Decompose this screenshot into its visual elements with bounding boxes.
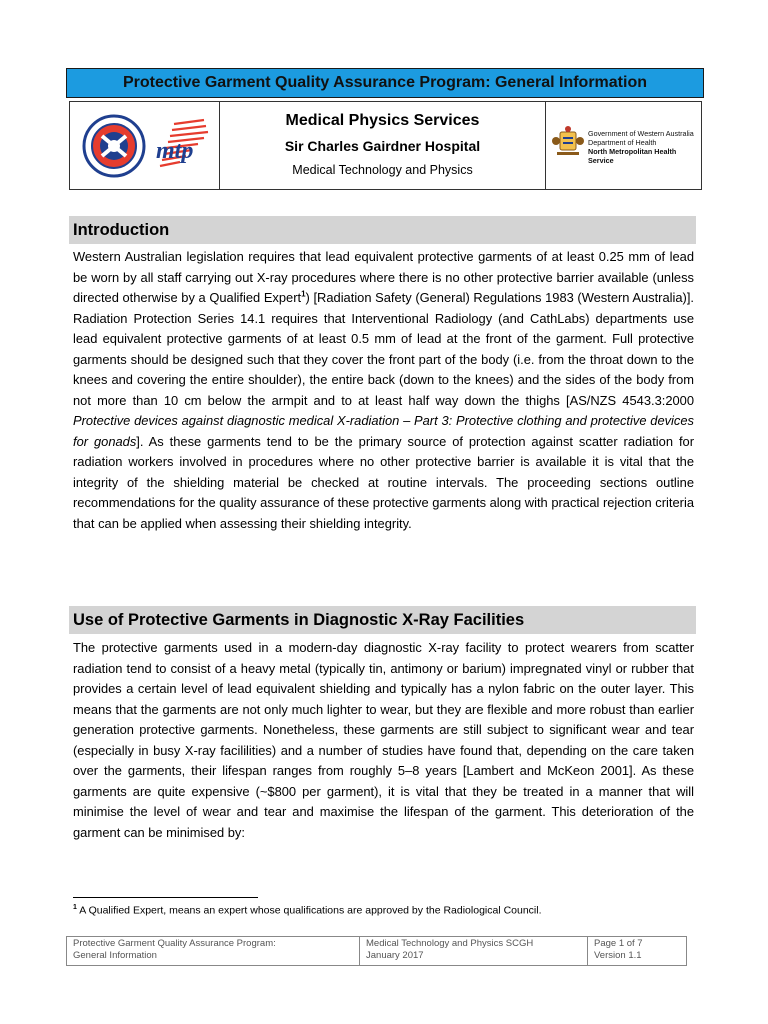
footnote-mark: 1 (73, 904, 77, 911)
footnote-reference[interactable]: 1 (301, 289, 306, 299)
letterhead-logos (70, 102, 220, 189)
footer-title-line: Protective Garment Quality Assurance Program: (73, 938, 276, 949)
wa-government-line: Government of Western Australia (588, 129, 694, 138)
footer-document-title (67, 937, 360, 965)
intro-text-part-2: ) [Radiation Safety (General) Regulations 1983 (Western Australia)]. Radiation Protection Series 14.1 requires that Interventional Radiology (and CathLabs) departments use lead equivalent protective garments of at least 0.5 mm of lead at the front of the garment. Full protective garments should be designed such that they cover the front part of the body (i.e. from the throat down to the knees and covering the entire shoulder), the entire back (down to the knees) and the sides of the body from not more than 10 cm below the armpit and to at least half way down the thighs [AS/NZS 4543.3:2000 (73, 290, 694, 408)
section-heading-text: Use of Protective Garments in Diagnostic X-Ray Facilities (73, 610, 525, 629)
section-heading-text: Introduction (73, 220, 170, 239)
document-title-bar (66, 68, 704, 98)
org-name: Medical Physics Services (285, 112, 480, 129)
mtp-logo (152, 116, 214, 174)
footnote-text: A Qualified Expert, means an expert whose qualifications are approved by the Radiological Council. (76, 904, 542, 917)
footer-department-name: Medical Technology and Physics SCGH (366, 938, 534, 949)
department-name: Medical Technology and Physics (292, 163, 473, 177)
introduction-paragraph (73, 247, 694, 534)
wa-government-text (588, 129, 701, 165)
footer-page-info (588, 937, 686, 965)
footnote (73, 904, 542, 917)
letterhead-government (546, 102, 701, 189)
hospital-name: Sir Charles Gairdner Hospital (284, 138, 481, 154)
version-number: Version 1.1 (594, 950, 642, 961)
letterhead-organisation (220, 102, 546, 189)
intro-text-part-3: ]. As these garments tend to be the primary source of protection against scatter radiation for radiation workers involved in procedures where no other protective barrier is available it is vital that the integrity of the shielding material be checked at routine intervals. The proceeding sections outline recommendations for the quality assurance of these protective garments along with practical rejection criteria that can be applied when assessing their shielding integrity. (73, 433, 694, 531)
intro-text-part-1: Western Australian legislation requires that lead equivalent protective garments of at least 0.25 mm of lead be worn by all staff carrying out X-ray procedures where there is no other protective barrier available (unless directed otherwise by a Qualified Expert (73, 249, 694, 305)
footer-date: January 2017 (366, 950, 424, 961)
scgh-crest-logo (82, 114, 146, 178)
wa-coat-of-arms-icon (551, 124, 585, 160)
letterhead (69, 101, 702, 190)
section-heading-use-of-garments (69, 606, 696, 634)
footnote-divider (73, 897, 258, 898)
section-heading-introduction (69, 216, 696, 244)
page-number: Page 1 of 7 (594, 938, 643, 949)
svg-text:mtp: mtp (156, 138, 194, 164)
wa-department-line: Department of Health (588, 138, 657, 147)
page-footer (66, 936, 687, 966)
footer-department (360, 937, 588, 965)
footer-title-line: General Information (73, 950, 157, 961)
standard-title-citation: Protective devices against diagnostic medical X-radiation – Part 3: Protective clothing and protective devices for gonads (73, 413, 694, 449)
wa-health-service-line: North Metropolitan Health Service (588, 147, 677, 165)
use-of-garments-paragraph: The protective garments used in a modern-day diagnostic X-ray facility to protect wearers from scatter radiation tend to consist of a heavy metal (typically tin, antimony or barium) impregnated vinyl or rubber that provides a certain level of lead equivalent shielding and typically has a nylon fabric on the outer layer. This means that the garments are not only much lighter to wear, but they are flexible and more robust than earlier generation protective garments. Nonetheless, these garments are still subject to significant wear and tear (especially in busy X-ray facililities) and a number of studies have found that, depending on the care taken over the garments, their lifespan ranges from roughly 5–8 years [Lambert and McKeon 2001]. As these garments are quite expensive (~$800 per garment), it is vital that they be treated in a manner that will minimise the level of wear and tear and maximise the lifespan of the garment. This deterioration of the garment can be minimised by: (73, 640, 694, 840)
document-title: Protective Garment Quality Assurance Program: General Information (123, 74, 647, 91)
